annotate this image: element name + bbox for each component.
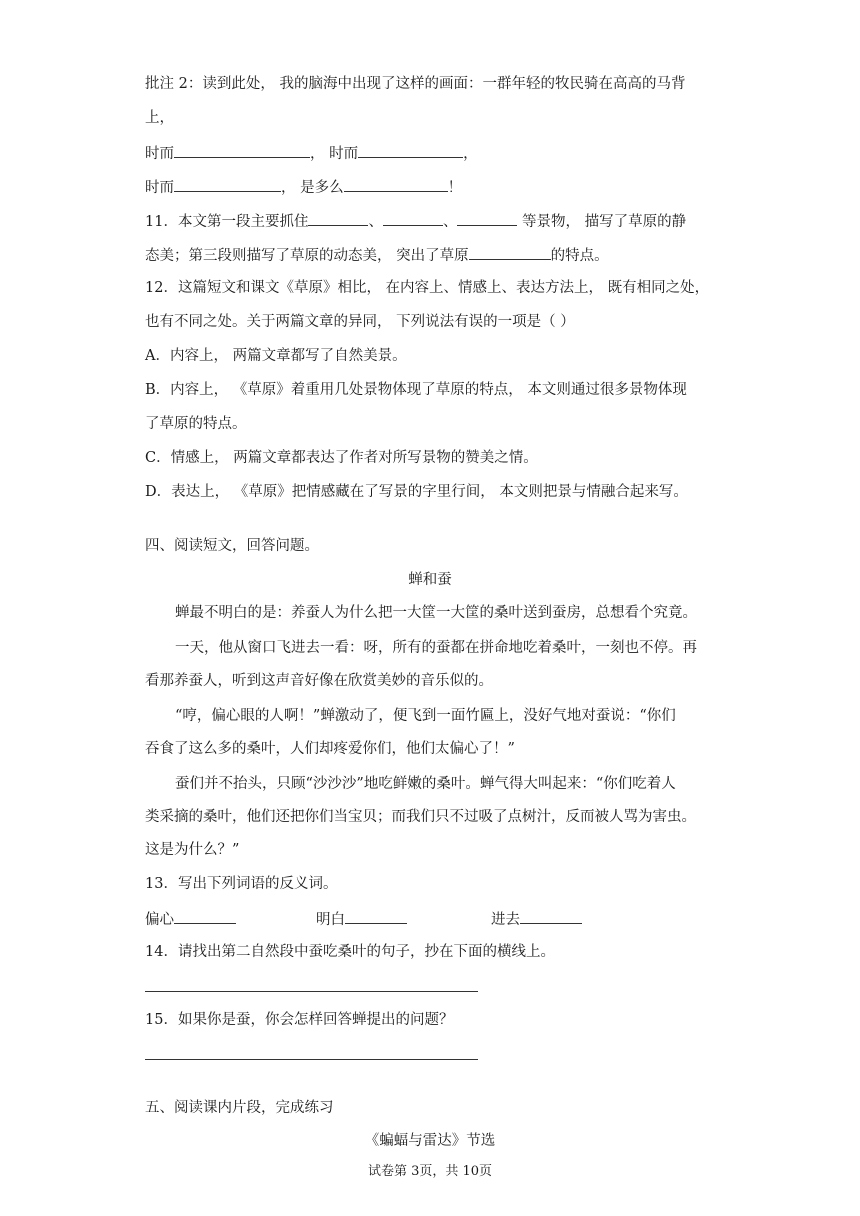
q11-text: 、 [442,214,458,230]
section4-heading: 四、阅读短文，回答问题。 [145,538,319,554]
note2-text: ， 是多么 [281,180,344,196]
note2-text: ， 时而 [310,146,359,162]
passage-paragraph-1: 蝉最不明白的是：养蚕人为什么把一大筐一大筐的桑叶送到蚕房，总想看个究竟。 [175,605,697,621]
excerpt-title: 《蝙蝠与雷达》节选 [364,1133,496,1149]
passage-paragraph-4-cont: 类采摘的桑叶，他们还把你们当宝贝；而我们只不过吸了点树汁，反而被人骂为害虫。 [145,809,696,825]
passage-paragraph-3: “哼，偏心眼的人啊！”蝉激动了，便飞到一面竹匾上，没好气地对蚕说：“你们 [175,708,676,724]
fill-blank[interactable] [358,142,463,158]
note2-text: 时而 [145,146,174,162]
q12-option-c[interactable]: C．情感上， 两篇文章都表达了作者对所写景物的赞美之情。 [145,450,538,466]
fill-blank[interactable] [383,210,443,226]
q13-word-1: 偏心 [145,912,174,928]
q11-text: 、 [368,214,383,230]
passage-title: 蝉和蚕 [408,572,452,588]
note2-text: ！ [447,180,463,196]
fill-blank[interactable] [457,210,517,226]
q13-word-3: 进去 [491,912,520,928]
passage-paragraph-4-end: 这是为什么？” [145,842,240,858]
q14-prompt: 14．请找出第二自然段中蚕吃桑叶的句子，抄在下面的横线上。 [145,944,555,960]
passage-paragraph-2-cont: 看那养蚕人，听到这声音好像在欣赏美妙的音乐似的。 [145,673,493,689]
note2-line2: 上， [145,110,174,126]
note2-line1: 批注 2：读到此处， 我的脑海中出现了这样的画面：一群年轻的牧民骑在高高的马背 [145,76,686,92]
q13-prompt: 13．写出下列词语的反义词。 [145,876,338,892]
note2-line3 [145,142,478,164]
passage-paragraph-2: 一天，他从窗口飞进去一看：呀，所有的蚕都在拼命地吃着桑叶，一刻也不停。再 [175,640,697,656]
q12-option-b[interactable]: B．内容上， 《草原》着重用几处景物体现了草原的特点， 本文则通过很多景物体现 [145,382,687,398]
q13-word-2: 明白 [316,912,345,928]
fill-blank[interactable] [308,210,368,226]
note2-line4 [145,176,462,198]
fill-blank[interactable] [174,142,310,158]
q12-option-d[interactable]: D．表达上， 《草原》把情感藏在了写景的字里行间， 本文则把景与情融合起来写。 [145,484,688,500]
q12-option-a[interactable]: A．内容上， 两篇文章都写了自然美景。 [145,348,407,364]
q12-line2: 也有不同之处。关于两篇文章的异同， 下列说法有误的一项是（ ） [145,314,575,330]
page-footer: 试卷第 3页，共 10页 [367,1164,493,1179]
q13-words [145,908,582,930]
fill-blank[interactable] [520,908,582,924]
fill-blank[interactable] [174,176,281,192]
section5-heading: 五、阅读课内片段，完成练习 [145,1100,334,1116]
passage-paragraph-3-cont: 吞食了这么多的桑叶，人们却疼爱你们，他们太偏心了！” [145,741,515,757]
q12-line1: 12．这篇短文和课文《草原》相比， 在内容上、情感上、表达方法上， 既有相同之处， [145,280,710,296]
q14-answer-line[interactable] [145,990,478,992]
fill-blank[interactable] [345,908,407,924]
note2-text: ， [463,146,478,162]
fill-blank[interactable] [344,176,448,192]
q12-option-b-cont: 了草原的特点。 [145,416,247,432]
q11-text: 11．本文第一段主要抓住 [145,214,309,230]
fill-blank[interactable] [469,244,551,260]
q11-line1 [145,210,686,232]
q11-line2 [145,244,609,266]
q15-prompt: 15．如果你是蚕，你会怎样回答蝉提出的问题？ [145,1012,454,1028]
q11-text: 的特点。 [550,248,609,264]
q11-text: 态美；第三段则描写了草原的动态美， 突出了草原 [145,248,469,264]
q15-answer-line[interactable] [145,1058,478,1060]
q11-text: 等景物， 描写了草原的静 [517,214,687,230]
passage-paragraph-4: 蚕们并不抬头，只顾“沙沙沙”地吃鲜嫩的桑叶。蝉气得大叫起来：“你们吃着人 [175,776,676,792]
fill-blank[interactable] [174,908,236,924]
note2-text: 时而 [145,180,174,196]
